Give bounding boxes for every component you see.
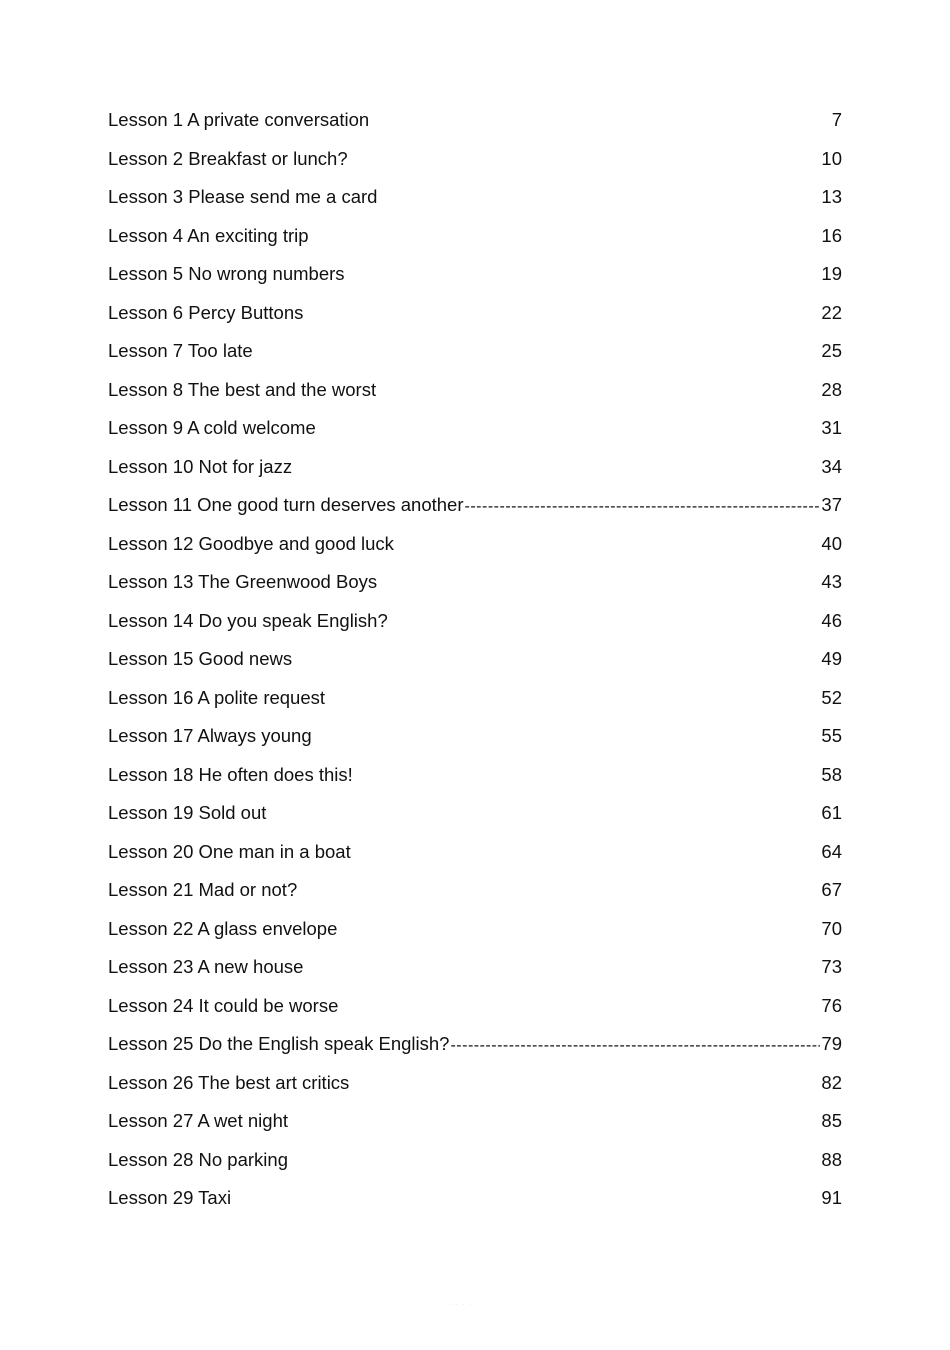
toc-dash-leader bbox=[465, 488, 821, 527]
table-of-contents bbox=[108, 101, 842, 1218]
toc-entry[interactable] bbox=[108, 178, 842, 217]
toc-entry[interactable] bbox=[108, 217, 842, 256]
toc-entry-page-number: 76 bbox=[821, 994, 842, 1016]
toc-entry[interactable] bbox=[108, 332, 842, 371]
toc-entry-page-number: 70 bbox=[821, 917, 842, 939]
toc-entry-title: Lesson 17 Always young bbox=[108, 725, 312, 746]
toc-entry-page-number: 88 bbox=[821, 1148, 842, 1170]
toc-entry-title: Lesson 5 No wrong numbers bbox=[108, 263, 345, 284]
toc-entry[interactable] bbox=[108, 1025, 842, 1064]
toc-entry[interactable] bbox=[108, 833, 842, 872]
toc-entry[interactable] bbox=[108, 486, 842, 525]
toc-entry-title: Lesson 20 One man in a boat bbox=[108, 840, 351, 862]
toc-entry-title: Lesson 22 A glass envelope bbox=[108, 917, 338, 939]
toc-entry[interactable] bbox=[108, 987, 842, 1026]
toc-entry[interactable] bbox=[108, 525, 842, 564]
toc-entry-title: Lesson 21 Mad or not? bbox=[108, 879, 298, 900]
toc-entry[interactable] bbox=[108, 294, 842, 333]
toc-entry-title: Lesson 4 An exciting trip bbox=[108, 224, 309, 246]
toc-entry[interactable] bbox=[108, 794, 842, 833]
faint-watermark: · · · · bbox=[448, 1300, 473, 1309]
toc-entry[interactable] bbox=[108, 948, 842, 987]
toc-entry-title: Lesson 9 A cold welcome bbox=[108, 417, 316, 438]
toc-entry[interactable] bbox=[108, 371, 842, 410]
toc-entry-page-number: 67 bbox=[821, 879, 842, 900]
toc-entry-title: Lesson 25 Do the English speak English? bbox=[108, 1033, 450, 1054]
toc-entry-page-number: 64 bbox=[821, 840, 842, 862]
toc-entry-title: Lesson 10 Not for jazz bbox=[108, 455, 293, 477]
toc-entry-page-number: 82 bbox=[821, 1071, 842, 1093]
toc-entry-title: Lesson 14 Do you speak English? bbox=[108, 609, 388, 631]
toc-entry-page-number: 91 bbox=[821, 1187, 842, 1208]
toc-entry[interactable] bbox=[108, 640, 842, 679]
toc-entry-page-number: 40 bbox=[821, 532, 842, 554]
toc-entry[interactable] bbox=[108, 756, 842, 795]
toc-entry[interactable] bbox=[108, 101, 842, 140]
toc-entry-page-number: 43 bbox=[821, 571, 842, 592]
toc-entry[interactable] bbox=[108, 1064, 842, 1103]
toc-entry-title: Lesson 3 Please send me a card bbox=[108, 186, 378, 207]
toc-entry-page-number: 34 bbox=[821, 455, 842, 477]
toc-entry-page-number: 13 bbox=[821, 186, 842, 207]
toc-entry-title: Lesson 18 He often does this! bbox=[108, 763, 353, 785]
toc-entry-page-number: 10 bbox=[821, 147, 842, 169]
toc-entry-title: Lesson 29 Taxi bbox=[108, 1187, 232, 1208]
toc-entry-title: Lesson 27 A wet night bbox=[108, 1110, 288, 1131]
toc-entry-title: Lesson 1 A private conversation bbox=[108, 109, 370, 130]
toc-entry-title: Lesson 13 The Greenwood Boys bbox=[108, 571, 378, 592]
toc-entry-title: Lesson 23 A new house bbox=[108, 956, 304, 977]
toc-entry[interactable] bbox=[108, 717, 842, 756]
toc-entry-title: Lesson 7 Too late bbox=[108, 340, 253, 361]
toc-entry-title: Lesson 28 No parking bbox=[108, 1148, 288, 1170]
toc-entry-page-number: 46 bbox=[821, 609, 842, 631]
toc-entry-page-number: 73 bbox=[821, 956, 842, 977]
toc-entry[interactable] bbox=[108, 255, 842, 294]
toc-entry-page-number: 28 bbox=[821, 378, 842, 400]
toc-entry-page-number: 25 bbox=[821, 340, 842, 361]
toc-entry-title: Lesson 8 The best and the worst bbox=[108, 378, 377, 400]
toc-entry-title: Lesson 2 Breakfast or lunch? bbox=[108, 147, 348, 169]
toc-entry-page-number: 19 bbox=[821, 263, 842, 284]
toc-entry-page-number: 61 bbox=[821, 802, 842, 823]
toc-entry[interactable] bbox=[108, 602, 842, 641]
toc-entry-page-number: 37 bbox=[821, 494, 842, 515]
toc-entry-page-number: 7 bbox=[831, 109, 842, 130]
toc-entry-page-number: 85 bbox=[821, 1110, 842, 1131]
toc-entry[interactable] bbox=[108, 871, 842, 910]
toc-entry[interactable] bbox=[108, 563, 842, 602]
toc-entry[interactable] bbox=[108, 409, 842, 448]
toc-entry-page-number: 58 bbox=[821, 763, 842, 785]
toc-entry-title: Lesson 24 It could be worse bbox=[108, 994, 339, 1016]
toc-entry-page-number: 31 bbox=[821, 417, 842, 438]
toc-entry-page-number: 55 bbox=[821, 725, 842, 746]
toc-entry-title: Lesson 12 Goodbye and good luck bbox=[108, 532, 394, 554]
toc-entry-page-number: 52 bbox=[821, 686, 842, 708]
toc-entry-title: Lesson 15 Good news bbox=[108, 648, 293, 669]
toc-entry-page-number: 16 bbox=[821, 224, 842, 246]
toc-entry[interactable] bbox=[108, 679, 842, 718]
toc-entry[interactable] bbox=[108, 140, 842, 179]
toc-entry-title: Lesson 26 The best art critics bbox=[108, 1071, 350, 1093]
toc-entry[interactable] bbox=[108, 1179, 842, 1218]
toc-entry[interactable] bbox=[108, 1141, 842, 1180]
toc-entry[interactable] bbox=[108, 910, 842, 949]
toc-entry-title: Lesson 19 Sold out bbox=[108, 802, 267, 823]
toc-entry-page-number: 22 bbox=[821, 301, 842, 323]
toc-entry[interactable] bbox=[108, 1102, 842, 1141]
toc-entry-title: Lesson 6 Percy Buttons bbox=[108, 301, 304, 323]
toc-dash-leader bbox=[450, 1027, 820, 1066]
toc-entry[interactable] bbox=[108, 448, 842, 487]
toc-entry-title: Lesson 11 One good turn deserves another bbox=[108, 494, 464, 515]
toc-entry-page-number: 79 bbox=[821, 1033, 842, 1054]
toc-entry-page-number: 49 bbox=[821, 648, 842, 669]
toc-entry-title: Lesson 16 A polite request bbox=[108, 686, 326, 708]
